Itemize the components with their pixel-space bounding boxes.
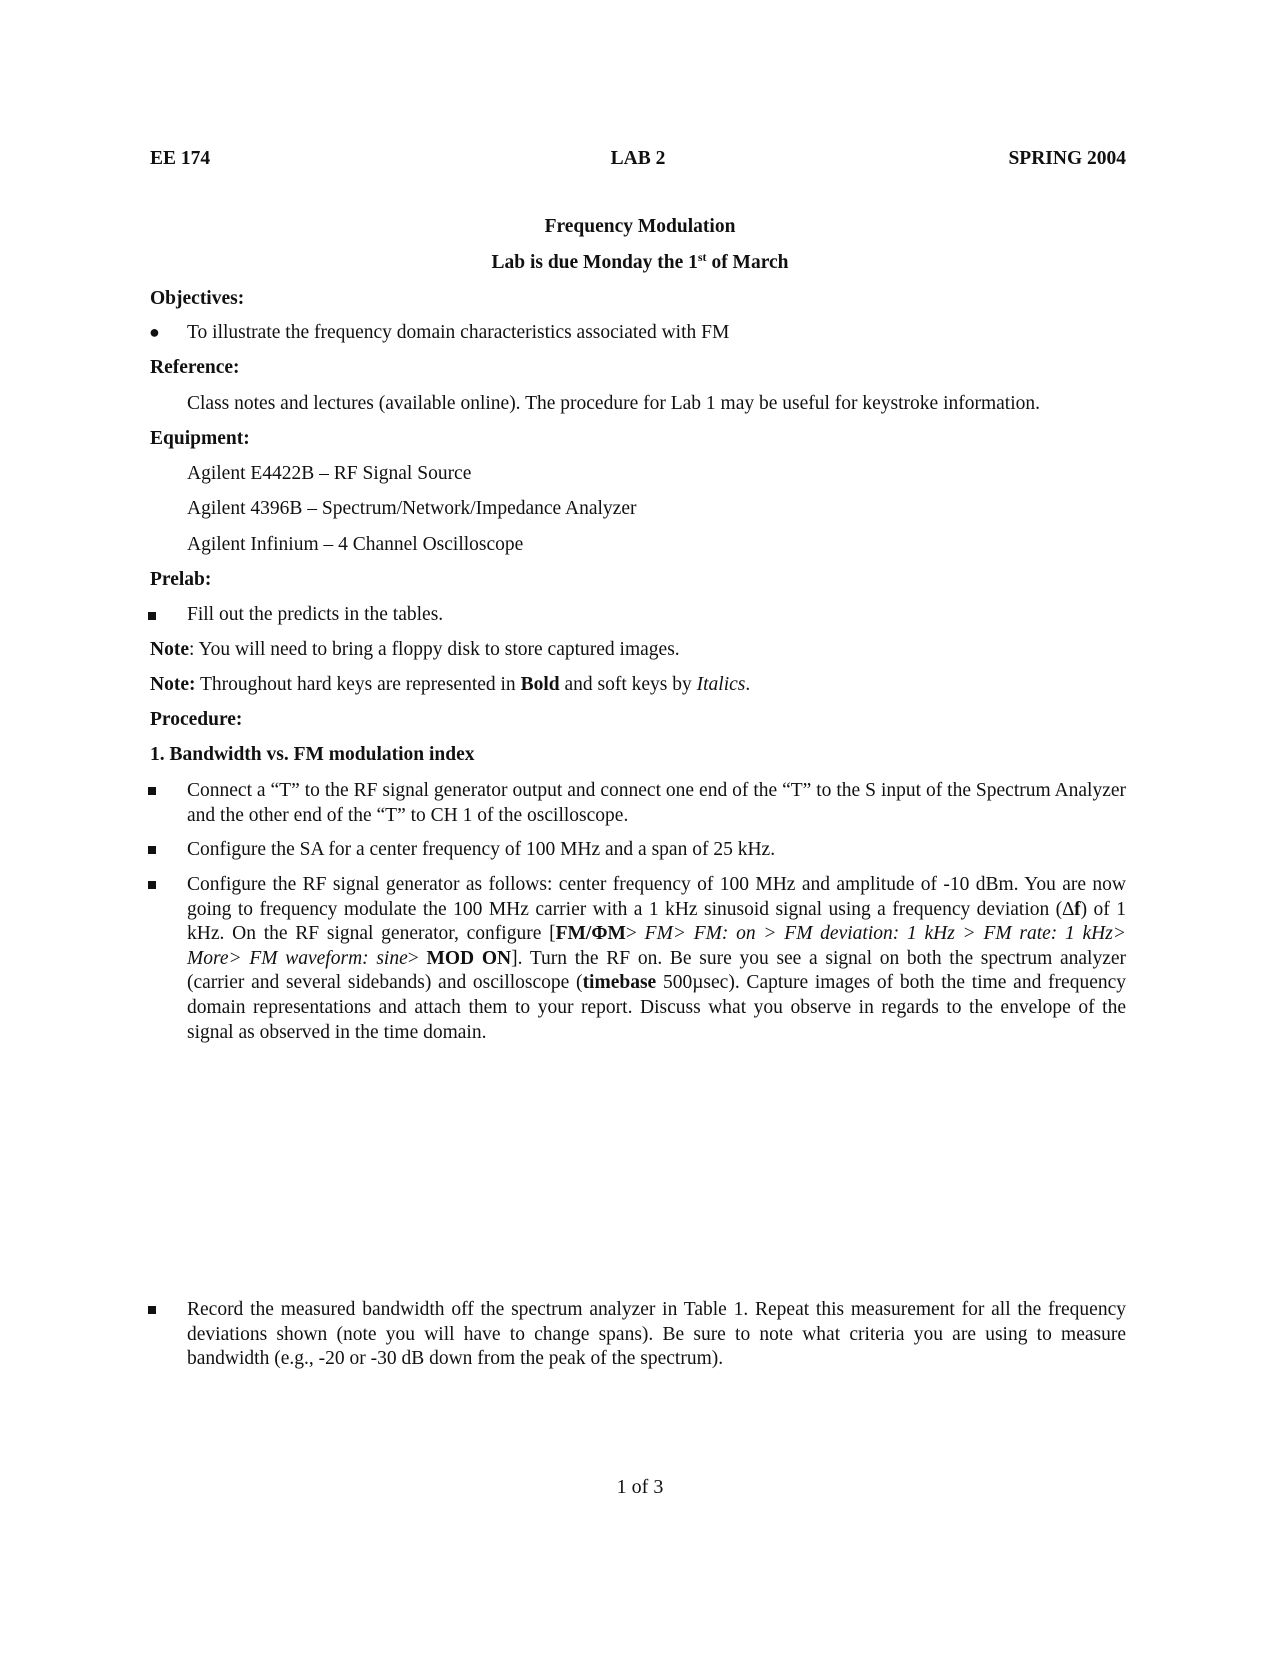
note-bold-word: Bold (520, 674, 560, 695)
step-text: 500µsec). Capture images of both the time and frequency domain representations and attach them to your report. Discuss what you observe in regards to the envelope of the signal as observed in the time domain. (187, 972, 1127, 1043)
lab-number: LAB 2 (610, 148, 666, 169)
delta-symbol: ∆ (1062, 898, 1075, 920)
note-label: Note: (150, 674, 196, 695)
procedure-step (187, 873, 1126, 1045)
step-text: > (407, 947, 427, 969)
due-date (0, 252, 1280, 274)
objective-item: To illustrate the frequency domain characteristics associated with FM (187, 322, 730, 343)
reference-label: Reference: (150, 357, 240, 378)
page-header (150, 148, 1126, 174)
note-text: . (745, 674, 751, 695)
step-text: ) of 1 kHz. On the RF signal generator, configure [ (187, 898, 1126, 945)
hard-key-fm: FM/ΦM (555, 923, 626, 945)
note-text: Throughout hard keys are represented in (195, 674, 521, 695)
document-title: Frequency Modulation (544, 216, 736, 237)
step-text: ]. Turn the RF on. Be sure you see a signal on both the spectrum analyzer (carrier and several sidebands) and oscilloscope ( (187, 947, 1127, 994)
equipment-label: Equipment: (150, 428, 250, 449)
bullet-square-icon (148, 846, 156, 854)
section-title: 1. Bandwidth vs. FM modulation index (150, 744, 475, 765)
step-text: Configure the RF signal generator as follows: center frequency of 100 MHz and amplitude of -10 dBm. You are now going to frequency modulate the 100 MHz carrier with a 1 kHz sinusoid signal using a frequency deviation ( (187, 874, 1126, 920)
prelab-label: Prelab: (150, 569, 212, 590)
hard-key-timebase: timebase (582, 972, 657, 994)
bullet-square-icon (148, 1306, 156, 1314)
hard-key-mod-on: MOD ON (426, 947, 512, 969)
bullet-dot-icon: ● (149, 322, 160, 342)
equipment-item: Agilent E4422B – RF Signal Source (187, 463, 472, 484)
procedure-step: Connect a “T” to the RF signal generator output and connect one end of the “T” to the S input of the Spectrum Analyzer and the other end of the “T” to CH 1 of the oscilloscope. (187, 780, 1126, 826)
objectives-label: Objectives: (150, 288, 245, 309)
bullet-square-icon (148, 787, 156, 795)
step-text: > (625, 923, 645, 945)
soft-key-sequence: FM> FM: on > FM deviation: 1 kHz > FM rate: 1 kHz> More> FM waveform: sine (187, 923, 1126, 969)
note-label: Note (150, 639, 189, 660)
note-text: and soft keys by (559, 674, 697, 695)
note-italic-word: Italics (696, 674, 746, 695)
reference-text: Class notes and lectures (available online). The procedure for Lab 1 may be useful for keystroke information. (187, 393, 1041, 414)
note-floppy (150, 639, 680, 661)
procedure-step: Record the measured bandwidth off the spectrum analyzer in Table 1. Repeat this measurement for all the frequency deviations shown (note you will have to change spans). Be sure to note what criteria you are using to measure bandwidth (e.g., -20 or -30 dB down from the peak of the spectrum). (187, 1299, 1126, 1370)
note-text: : You will need to bring a floppy disk to store captured images. (188, 639, 680, 660)
due-suffix: of March (706, 252, 789, 273)
course-code: EE 174 (150, 148, 211, 169)
bullet-square-icon (148, 881, 156, 889)
equipment-item: Agilent 4396B – Spectrum/Network/Impedance Analyzer (187, 498, 637, 519)
procedure-step: Configure the SA for a center frequency of 100 MHz and a span of 25 kHz. (187, 839, 776, 860)
f-symbol: f (1074, 898, 1081, 920)
note-keys (150, 674, 750, 696)
bullet-square-icon (148, 612, 156, 620)
equipment-item: Agilent Infinium – 4 Channel Oscilloscope (187, 534, 524, 555)
prelab-item: Fill out the predicts in the tables. (187, 604, 444, 625)
due-superscript: st (697, 250, 707, 264)
page-number: 1 of 3 (616, 1476, 664, 1498)
procedure-label: Procedure: (150, 709, 243, 730)
term: SPRING 2004 (1008, 148, 1126, 169)
due-prefix: Lab is due Monday the 1 (491, 252, 698, 273)
